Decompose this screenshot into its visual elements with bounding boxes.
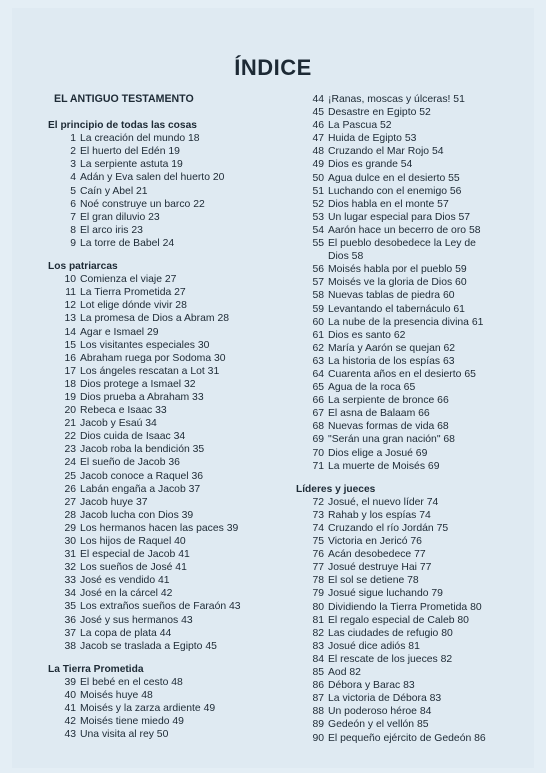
- entry-number: 73: [312, 509, 324, 521]
- index-column-right: [296, 93, 536, 745]
- page-title: ÍNDICE: [234, 55, 312, 80]
- index-entry: [296, 342, 536, 355]
- entry-title: Dios es santo 62: [328, 329, 406, 341]
- entry-number: 82: [312, 627, 324, 639]
- entry-number: 67: [312, 408, 324, 420]
- entry-number: 22: [64, 431, 76, 443]
- entry-title: Jacob y Esaú 34: [80, 418, 157, 430]
- index-entry: [296, 224, 536, 237]
- entry-title: María y Aarón se quejan 62: [328, 342, 456, 354]
- index-entry: [296, 119, 536, 132]
- entry-title: Josué, el nuevo líder 74: [328, 496, 439, 508]
- index-column-left: [48, 93, 280, 741]
- entry-title: Rahab y los espías 74: [328, 509, 431, 521]
- entry-number: 60: [312, 316, 324, 328]
- index-entry: [296, 407, 536, 420]
- index-entry: [296, 460, 536, 473]
- entry-number: 89: [312, 719, 324, 731]
- index-entry: [296, 132, 536, 145]
- index-entry: [48, 456, 280, 469]
- entry-title: El rescate de los jueces 82: [328, 653, 453, 665]
- index-entry: [48, 404, 280, 417]
- entry-number: 72: [312, 496, 324, 508]
- entry-title: Acán desobedece 77: [328, 549, 426, 561]
- index-entry: [296, 185, 536, 198]
- index-entry: [296, 355, 536, 368]
- entry-title: Dios protege a Ismael 32: [80, 378, 196, 390]
- entry-number: 56: [312, 264, 324, 276]
- entry-title: La Pascua 52: [328, 120, 392, 132]
- entry-number: 4: [70, 172, 76, 184]
- entry-title: Noé construye un barco 22: [80, 198, 205, 210]
- index-entry: [296, 368, 536, 381]
- index-entry: [48, 339, 280, 352]
- index-entry: [296, 705, 536, 718]
- index-entry: [48, 299, 280, 312]
- entry-number: 35: [64, 601, 76, 613]
- index-entry: [296, 145, 536, 158]
- entry-title: Dios prueba a Abraham 33: [80, 391, 204, 403]
- index-entry: [296, 172, 536, 185]
- entry-title: Los extraños sueños de Faraón 43: [80, 601, 241, 613]
- entry-number: 36: [64, 614, 76, 626]
- entry-number: 59: [312, 303, 324, 315]
- index-entry: [296, 420, 536, 433]
- entry-number: 14: [64, 326, 76, 338]
- entry-number: 39: [64, 676, 76, 688]
- entry-title: Nuevas tablas de piedra 60: [328, 290, 455, 302]
- section-title: El principio de todas las cosas: [48, 120, 197, 132]
- entry-number: 78: [312, 575, 324, 587]
- entry-title: Jacob roba la bendición 35: [80, 444, 205, 456]
- entry-title: El sueño de Jacob 36: [80, 457, 180, 469]
- entry-title: La historia de los espías 63: [328, 355, 455, 367]
- entry-title: Dios cuida de Isaac 34: [80, 431, 186, 443]
- entry-title: Un lugar especial para Dios 57: [328, 211, 471, 223]
- entry-title: El pequeño ejército de Gedeón 86: [328, 732, 486, 744]
- entry-title: Josué dice adiós 81: [328, 640, 420, 652]
- index-entry: [48, 689, 280, 702]
- entry-number: 87: [312, 693, 324, 705]
- entry-number: 19: [64, 391, 76, 403]
- entry-continuation: Dios 58: [328, 251, 364, 263]
- index-entry: [296, 211, 536, 224]
- entry-number: 12: [64, 300, 76, 312]
- entry-number: 1: [70, 133, 76, 145]
- index-entry: [48, 627, 280, 640]
- entry-number: 90: [312, 732, 324, 744]
- index-entry: [296, 381, 536, 394]
- entry-title: La nube de la presencia divina 61: [328, 316, 484, 328]
- entry-number: 66: [312, 395, 324, 407]
- index-entry: [296, 692, 536, 705]
- entry-title: Dios elige a Josué 69: [328, 447, 428, 459]
- entry-title: La promesa de Dios a Abram 28: [80, 313, 230, 325]
- entry-title: Aod 82: [328, 667, 361, 679]
- entry-number: 86: [312, 680, 324, 692]
- entry-number: 3: [70, 159, 76, 171]
- entry-title: Los sueños de José 41: [80, 562, 187, 574]
- entry-number: 41: [64, 703, 76, 715]
- entry-title: La muerte de Moisés 69: [328, 460, 440, 472]
- index-entry: [48, 587, 280, 600]
- entry-number: 80: [312, 601, 324, 613]
- entry-number: 77: [312, 562, 324, 574]
- index-entry: [48, 391, 280, 404]
- entry-number: 55: [312, 238, 324, 250]
- index-entry: [296, 666, 536, 679]
- entry-number: 54: [312, 224, 324, 236]
- entry-number: 25: [64, 470, 76, 482]
- index-entry: [296, 433, 536, 446]
- index-entry: [296, 303, 536, 316]
- entry-number: 51: [312, 185, 324, 197]
- index-entry: [48, 676, 280, 689]
- entry-number: 31: [64, 549, 76, 561]
- entry-number: 21: [64, 418, 76, 430]
- index-entry: [296, 574, 536, 587]
- entry-title: Moisés tiene miedo 49: [80, 716, 184, 728]
- entry-title: La torre de Babel 24: [80, 237, 175, 249]
- entry-number: 33: [64, 575, 76, 587]
- index-entry: [48, 728, 280, 741]
- index-entry: [296, 522, 536, 535]
- entry-title: Los visitantes especiales 30: [80, 339, 210, 351]
- entry-number: 2: [70, 146, 76, 158]
- index-entry: [48, 600, 280, 613]
- entry-number: 50: [312, 172, 324, 184]
- entry-number: 74: [312, 523, 324, 534]
- entry-number: 20: [64, 405, 76, 417]
- entry-title: Agua de la roca 65: [328, 382, 416, 394]
- index-entry: [48, 715, 280, 728]
- index-entry: [296, 237, 536, 250]
- index-entry: [296, 627, 536, 640]
- entry-number: 88: [312, 706, 324, 718]
- index-entry: [296, 289, 536, 302]
- entry-title: Gedeón y el vellón 85: [328, 719, 429, 731]
- entry-number: 45: [312, 107, 324, 119]
- entry-number: 71: [312, 460, 324, 472]
- entry-title: Victoria en Jericó 76: [328, 536, 422, 548]
- entry-number: 63: [312, 355, 324, 367]
- entry-number: 23: [64, 444, 76, 456]
- entry-number: 32: [64, 562, 76, 574]
- entry-title: El gran diluvio 23: [80, 211, 160, 223]
- index-entry: [296, 679, 536, 692]
- index-entry: [48, 548, 280, 561]
- index-entry: [48, 132, 280, 145]
- entry-title: El huerto del Edén 19: [80, 146, 180, 158]
- entry-title: Dividiendo la Tierra Prometida 80: [328, 601, 482, 613]
- entry-title: El regalo especial de Caleb 80: [328, 614, 469, 626]
- index-entry: [48, 496, 280, 509]
- entry-number: 11: [65, 287, 76, 299]
- index-entry: [48, 273, 280, 286]
- entry-title: Los ángeles rescatan a Lot 31: [80, 365, 220, 377]
- entry-title: Jacob se traslada a Egipto 45: [80, 640, 217, 652]
- index-entry: [48, 614, 280, 627]
- entry-title: Cruzando el río Jordán 75: [328, 523, 449, 534]
- section-title: Líderes y jueces: [296, 483, 376, 495]
- index-entry: [296, 93, 536, 106]
- index-entry: [296, 614, 536, 627]
- index-entry: [48, 286, 280, 299]
- entry-title: Moisés y la zarza ardiente 49: [80, 703, 216, 715]
- index-entry: [48, 483, 280, 496]
- entry-number: 8: [70, 224, 76, 236]
- index-entry: [48, 352, 280, 365]
- entry-title: Jacob huye 37: [80, 496, 148, 508]
- entry-title: ¡Ranas, moscas y úlceras! 51: [328, 94, 465, 105]
- entry-title: Rebeca e Isaac 33: [80, 405, 167, 417]
- entry-number: 44: [312, 94, 324, 105]
- entry-title: Los hermanos hacen las paces 39: [80, 522, 239, 534]
- index-entry: [296, 718, 536, 731]
- entry-title: Cuarenta años en el desierto 65: [328, 368, 476, 380]
- entry-title: Los hijos de Raquel 40: [80, 536, 186, 547]
- entry-number: 81: [312, 614, 324, 626]
- entry-number: 84: [312, 653, 324, 665]
- entry-title: Josué destruye Hai 77: [328, 562, 432, 574]
- entry-number: 29: [64, 522, 76, 534]
- entry-number: 17: [64, 365, 76, 377]
- entry-title: El pueblo desobedece la Ley de: [328, 238, 476, 250]
- index-entry: [48, 378, 280, 391]
- index-entry: [48, 211, 280, 224]
- index-entry: [296, 106, 536, 119]
- index-entry: [296, 496, 536, 509]
- index-entry: [48, 509, 280, 522]
- index-entry: [296, 316, 536, 329]
- entry-number: 69: [312, 434, 324, 446]
- index-entry: [48, 312, 280, 325]
- entry-number: 57: [312, 277, 324, 289]
- entry-number: 53: [312, 211, 324, 223]
- entry-title: Aarón hace un becerro de oro 58: [328, 224, 481, 236]
- entry-title: Josué sigue luchando 79: [328, 588, 443, 600]
- entry-title: Moisés ve la gloria de Dios 60: [328, 277, 467, 289]
- index-entry: [296, 640, 536, 653]
- index-entry: [296, 535, 536, 548]
- index-entry: [48, 574, 280, 587]
- entry-number: 7: [70, 211, 76, 223]
- index-entry: [48, 470, 280, 483]
- entry-number: 24: [64, 457, 76, 469]
- entry-title: Dios habla en el monte 57: [328, 198, 449, 210]
- entry-title: Las ciudades de refugio 80: [328, 627, 453, 639]
- entry-title: El arco iris 23: [80, 224, 143, 236]
- entry-title: Caín y Abel 21: [80, 185, 148, 197]
- entry-number: 58: [312, 290, 324, 302]
- index-entry: [296, 263, 536, 276]
- entry-title: Una visita al rey 50: [80, 729, 169, 741]
- index-entry: [48, 443, 280, 456]
- entry-number: 61: [312, 329, 324, 341]
- index-entry: [48, 237, 280, 250]
- entry-title: "Serán una gran nación" 68: [328, 434, 455, 446]
- entry-number: 28: [64, 509, 76, 521]
- entry-number: 43: [64, 729, 76, 741]
- index-entry: [48, 198, 280, 211]
- entry-title: Moisés huye 48: [80, 690, 153, 702]
- entry-title: La victoria de Débora 83: [328, 693, 442, 705]
- entry-title: Jacob conoce a Raquel 36: [80, 470, 204, 482]
- entry-number: 5: [70, 185, 76, 197]
- index-entry: [296, 447, 536, 460]
- index-entry: [48, 640, 280, 653]
- index-entry: [48, 561, 280, 574]
- entry-title: El bebé en el cesto 48: [80, 676, 183, 688]
- entry-title: Luchando con el enemigo 56: [328, 185, 462, 197]
- entry-number: 46: [312, 120, 324, 132]
- entry-title: Débora y Barac 83: [328, 680, 415, 692]
- index-entry: [48, 535, 280, 548]
- entry-number: 79: [312, 588, 324, 600]
- entry-number: 15: [64, 339, 76, 351]
- entry-number: 62: [312, 342, 324, 354]
- entry-title: Dios es grande 54: [328, 159, 413, 171]
- index-entry: [296, 509, 536, 522]
- index-entry: [48, 171, 280, 184]
- index-entry: [48, 224, 280, 237]
- entry-number: 34: [64, 588, 76, 600]
- entry-title: Abraham ruega por Sodoma 30: [80, 352, 226, 364]
- entry-title: Huida de Egipto 53: [328, 133, 417, 145]
- index-entry: [48, 430, 280, 443]
- section-title: La Tierra Prometida: [48, 663, 144, 675]
- index-entry: [296, 548, 536, 561]
- index-entry: [296, 601, 536, 614]
- entry-number: 13: [64, 313, 76, 325]
- entry-number: 6: [70, 198, 76, 210]
- index-entry: [48, 365, 280, 378]
- entry-number: 52: [312, 198, 324, 210]
- entry-title: La Tierra Prometida 27: [80, 287, 186, 299]
- entry-number: 10: [64, 274, 76, 286]
- index-entry: [296, 394, 536, 407]
- entry-title: El asna de Balaam 66: [328, 408, 430, 420]
- entry-title: La creación del mundo 18: [80, 133, 200, 145]
- entry-number: 48: [312, 146, 324, 158]
- entry-title: Labán engaña a Jacob 37: [80, 483, 201, 495]
- index-entry: [296, 732, 536, 745]
- index-entry: [48, 158, 280, 171]
- entry-title: Levantando el tabernáculo 61: [328, 303, 465, 315]
- entry-title: El especial de Jacob 41: [80, 549, 190, 561]
- entry-number: 38: [64, 640, 76, 652]
- index-entry: [296, 198, 536, 211]
- entry-number: 30: [64, 536, 76, 547]
- testament-heading: EL ANTIGUO TESTAMENTO: [54, 93, 194, 105]
- index-entry: [296, 329, 536, 342]
- entry-number: 16: [64, 352, 76, 364]
- entry-number: 75: [312, 536, 324, 548]
- index-entry: [48, 185, 280, 198]
- entry-title: La serpiente astuta 19: [80, 159, 183, 171]
- entry-number: 49: [312, 159, 324, 171]
- entry-number: 9: [70, 237, 76, 249]
- index-entry: [296, 653, 536, 666]
- entry-number: 76: [312, 549, 324, 561]
- entry-number: 70: [312, 447, 324, 459]
- index-entry: [296, 158, 536, 171]
- index-entry: [48, 522, 280, 535]
- entry-title: Agua dulce en el desierto 55: [328, 172, 460, 184]
- section-title: Los patriarcas: [48, 261, 118, 273]
- entry-number: 83: [312, 640, 324, 652]
- entry-title: Nuevas formas de vida 68: [328, 421, 449, 433]
- entry-number: 85: [312, 667, 324, 679]
- index-entry: [48, 145, 280, 158]
- entry-title: Moisés habla por el pueblo 59: [328, 264, 467, 276]
- entry-number: 68: [312, 421, 324, 433]
- entry-title: José es vendido 41: [80, 575, 170, 587]
- entry-number: 65: [312, 382, 324, 394]
- entry-number: 27: [64, 496, 76, 508]
- entry-title: Un poderoso héroe 84: [328, 706, 432, 718]
- entry-title: Lot elige dónde vivir 28: [80, 300, 187, 312]
- entry-title: El sol se detiene 78: [328, 575, 419, 587]
- entry-title: Cruzando el Mar Rojo 54: [328, 146, 444, 158]
- entry-number: 42: [64, 716, 76, 728]
- index-entry: [296, 276, 536, 289]
- entry-title: José y sus hermanos 43: [80, 614, 193, 626]
- index-entry: [296, 587, 536, 600]
- entry-number: 64: [312, 368, 324, 380]
- entry-title: Jacob lucha con Dios 39: [80, 509, 194, 521]
- entry-title: José en la cárcel 42: [80, 588, 173, 600]
- index-entry: [296, 561, 536, 574]
- entry-title: La serpiente de bronce 66: [328, 395, 449, 407]
- index-entry: [48, 417, 280, 430]
- entry-title: La copa de plata 44: [80, 627, 172, 639]
- index-entry: [48, 326, 280, 339]
- entry-title: Desastre en Egipto 52: [328, 107, 431, 119]
- entry-number: 26: [64, 483, 76, 495]
- entry-number: 37: [64, 627, 76, 639]
- entry-title: Comienza el viaje 27: [80, 274, 177, 286]
- entry-number: 47: [312, 133, 324, 145]
- entry-title: Agar e Ismael 29: [80, 326, 159, 338]
- entry-number: 40: [64, 690, 76, 702]
- entry-title: Adán y Eva salen del huerto 20: [80, 172, 225, 184]
- entry-number: 18: [64, 378, 76, 390]
- index-entry: [48, 702, 280, 715]
